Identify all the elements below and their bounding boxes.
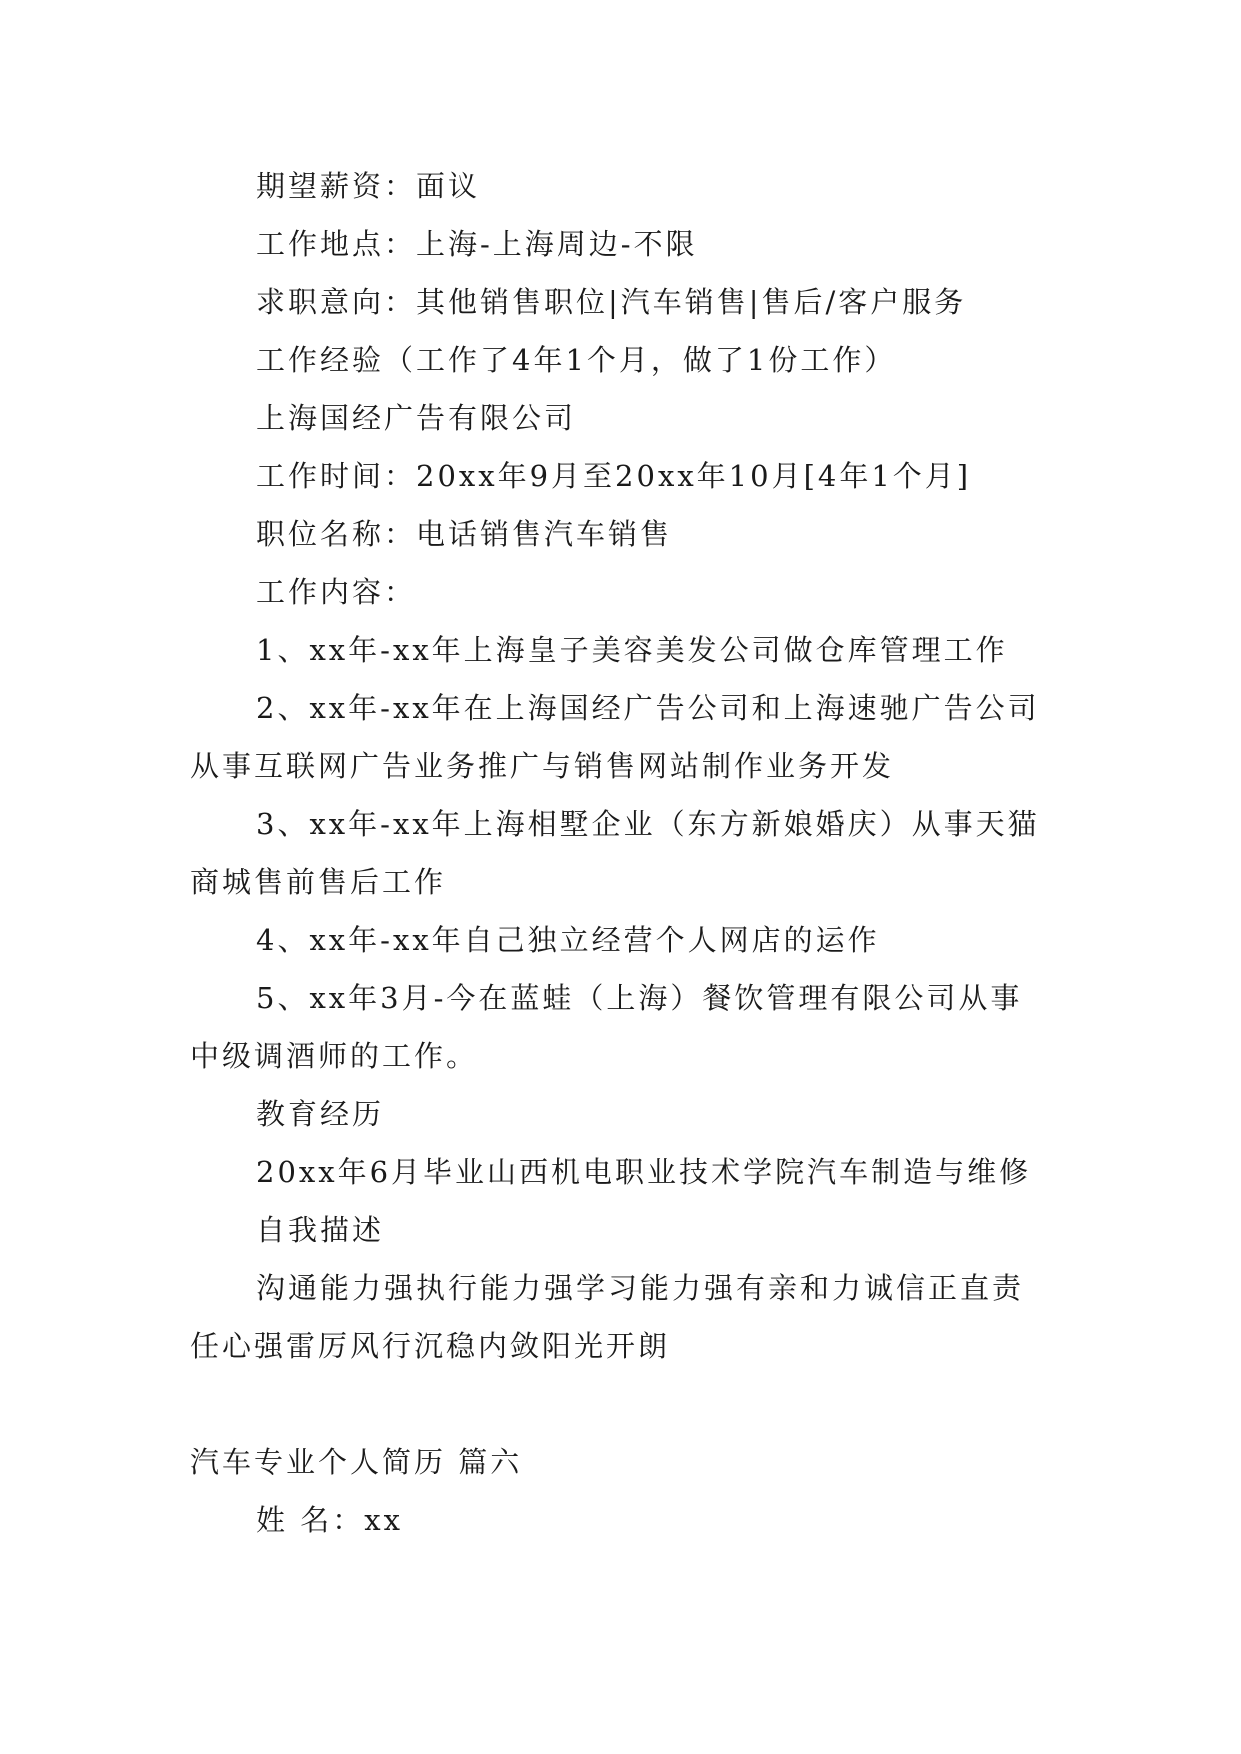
location-line: 工作地点：上海-上海周边-不限 [256, 227, 698, 261]
work-content-label: 工作内容： [256, 575, 417, 609]
education-line: 20xx年6月毕业山西机电职业技术学院汽车制造与维修 [256, 1155, 1032, 1189]
work-item-3: 3、xx年-xx年上海相墅企业（东方新娘婚庆）从事天猫商城售前售后工作 [190, 807, 1040, 899]
name-field: 姓 名：xx [256, 1503, 403, 1537]
experience-header: 工作经验（工作了4年1个月，做了1份工作） [256, 343, 897, 377]
section-title: 汽车专业个人简历 篇六 [190, 1445, 523, 1479]
self-description-header: 自我描述 [256, 1213, 385, 1247]
education-header: 教育经历 [256, 1097, 385, 1131]
intention-line: 求职意向：其他销售职位|汽车销售|售后/客户服务 [256, 285, 967, 319]
work-item-4: 4、xx年-xx年自己独立经营个人网店的运作 [256, 923, 880, 957]
salary-line: 期望薪资：面议 [256, 169, 481, 203]
company-line: 上海国经广告有限公司 [256, 401, 577, 435]
work-item-2: 2、xx年-xx年在上海国经广告公司和上海速驰广告公司从事互联网广告业务推广与销售网站制作业务开发 [190, 691, 1040, 783]
document-body [190, 157, 1050, 1549]
position-line: 职位名称：电话销售汽车销售 [256, 517, 673, 551]
work-time-line: 工作时间：20xx年9月至20xx年10月[4年1个月] [256, 459, 972, 493]
self-description: 沟通能力强执行能力强学习能力强有亲和力诚信正直责任心强雷厉风行沉稳内敛阳光开朗 [190, 1271, 1025, 1363]
work-item-1: 1、xx年-xx年上海皇子美容美发公司做仓库管理工作 [256, 633, 1008, 667]
blank-gap [190, 1375, 1050, 1433]
work-item-5: 5、xx年3月-今在蓝蛙（上海）餐饮管理有限公司从事中级调酒师的工作。 [190, 981, 1023, 1073]
